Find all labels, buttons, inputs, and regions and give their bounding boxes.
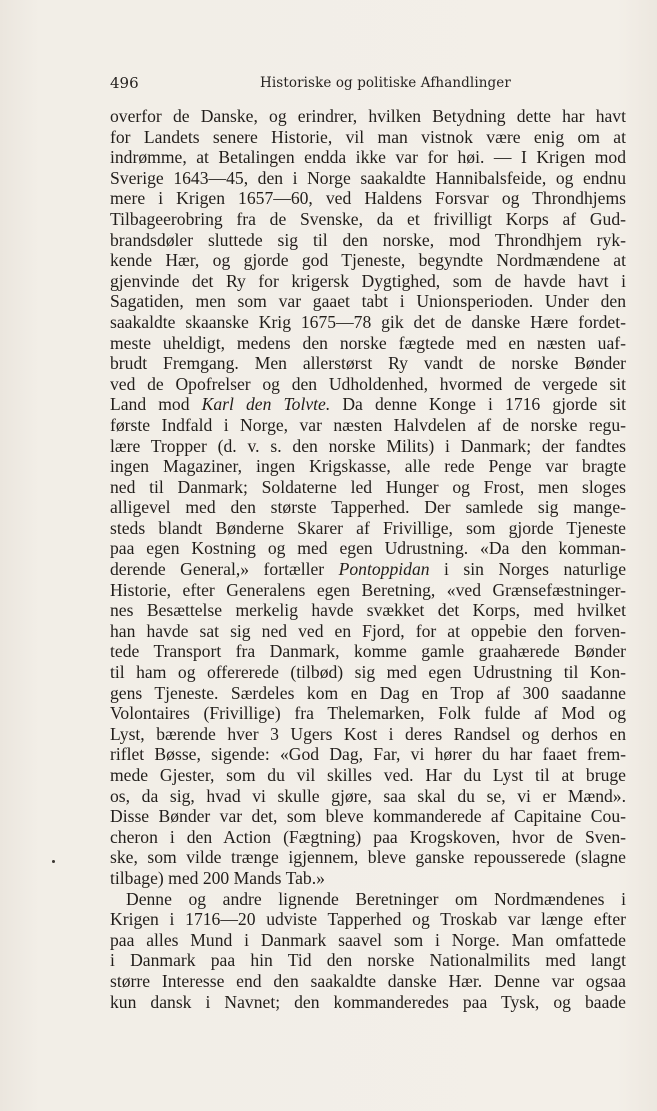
text-line: for Landets senere Historie, vil man vistnok være enig om at — [110, 126, 626, 147]
text-line: riflet Bøsse, sigende: «God Dag, Far, vi hører du har faaet frem- — [110, 744, 626, 765]
text-line: Sverige 1643—45, den i Norge saakaldte Hannibalsfeide, og endnu — [110, 167, 626, 188]
text-line: brandsdøler sluttede sig til den norske, mod Throndhjem ryk- — [110, 229, 626, 250]
text-line: til ham og offererede (tilbød) sig med egen Udrustning til Kon- — [110, 662, 626, 683]
text-line: Historie, efter Generalens egen Beretning, «ved Grænsefæstninger- — [110, 579, 626, 600]
text-line: Volontaires (Frivillige) fra Thelemarken, Folk fulde af Mod og — [110, 703, 626, 724]
text-line: ske, som vilde trænge igjennem, bleve ganske repousserede (slagne — [110, 847, 626, 868]
text-line: Lyst, bærende hver 3 Ugers Kost i deres Randsel og derhos en — [110, 723, 626, 744]
text-line: tede Transport fra Danmark, komme gamle graahærede Bønder — [110, 641, 626, 662]
text-line: alligevel med den største Tapperhed. Der samlede sig mange- — [110, 497, 626, 518]
text-line: Tilbageerobring fra de Svenske, da et frivilligt Korps af Gud- — [110, 208, 626, 229]
text-line — [110, 559, 626, 580]
text-segment: Land mod — [110, 394, 202, 415]
text-line: paa alles Mund i Danmark saavel som i Norge. Man omfattede — [110, 929, 626, 950]
text-line: gens Tjeneste. Særdeles kom en Dag en Trop af 300 saadanne — [110, 682, 626, 703]
text-line: gjenvinde det Ry for krigersk Dygtighed, som de havde havt i — [110, 270, 626, 291]
text-line: Denne og andre lignende Beretninger om Nordmændenes i — [126, 888, 626, 909]
text-segment: Da denne Konge i 1716 gjorde sit — [330, 394, 626, 415]
italic-name: Pontoppidan — [338, 559, 430, 580]
text-line: kende Hær, og gjorde god Tjeneste, begyndte Nordmændene at — [110, 250, 626, 271]
text-line: ingen Magaziner, ingen Krigskasse, alle rede Penge var bragte — [110, 456, 626, 477]
text-line: større Interesse end den saakaldte danske Hær. Denne var ogsaa — [110, 970, 626, 991]
text-line: tilbage) med 200 Mands Tab.» — [110, 867, 325, 888]
text-segment: i sin Norges naturlige — [429, 559, 626, 580]
text-line: ved de Opofrelser og den Udholdenhed, hvormed de vergede sit — [110, 373, 626, 394]
text-segment: derende General,» fortæller — [110, 559, 339, 580]
text-line: steds blandt Bønderne Skarer af Frivillige, som gjorde Tjeneste — [110, 517, 626, 538]
text-line: Sagatiden, men som var gaaet tabt i Unionsperioden. Under den — [110, 291, 626, 312]
text-line: overfor de Danske, og erindrer, hvilken Betydning dette har havt — [110, 106, 626, 126]
text-line — [110, 394, 626, 415]
text-line: ned til Danmark; Soldaterne led Hunger og Frost, men sloges — [110, 476, 626, 497]
text-line: nes Besættelse merkelig havde svækket det Korps, med hvilket — [110, 600, 626, 621]
body-text — [110, 106, 626, 1012]
text-line: mede Gjester, som du vil skilles ved. Har du Lyst til at bruge — [110, 765, 626, 785]
text-line: os, da sig, hvad vi skulle gjøre, saa skal du se, vi er Mænd». — [110, 785, 626, 806]
text-line: lære Tropper (d. v. s. den norske Milits) i Danmark; der fandtes — [110, 435, 626, 456]
text-line: kun dansk i Navnet; den kommanderedes paa Tysk, og baade — [110, 991, 626, 1012]
italic-name: Karl den Tolvte. — [201, 394, 331, 415]
text-line: cheron i den Action (Fægtning) paa Krogskoven, hvor de Sven- — [110, 826, 626, 847]
margin-dot-mark — [52, 860, 55, 863]
text-line: mere i Krigen 1657—60, ved Haldens Forsvar og Throndhjems — [110, 188, 626, 209]
page-number: 496 — [110, 74, 139, 92]
text-line: Disse Bønder var det, som bleve kommanderede af Capitaine Cou- — [110, 806, 626, 827]
text-line: paa egen Kostning og med egen Udrustning. «Da den komman- — [110, 538, 626, 559]
running-title: Historiske og politiske Afhandlinger — [260, 75, 511, 91]
page-header — [110, 70, 626, 96]
text-line: Krigen i 1716—20 udviste Tapperhed og Troskab var længe efter — [110, 909, 626, 930]
text-line: i Danmark paa hin Tid den norske Nationalmilits med langt — [110, 950, 626, 971]
text-line: brudt Fremgang. Men allerstørst Ry vandt de norske Bønder — [110, 353, 626, 374]
text-line: første Indfald i Norge, var næsten Halvdelen af de norske regu- — [110, 414, 626, 435]
text-line: indrømme, at Betalingen endda ikke var for høi. — I Krigen mod — [110, 147, 626, 168]
text-line: han havde sat sig ned ved en Fjord, for at oppebie den forven- — [110, 620, 626, 641]
text-line: saakaldte skaanske Krig 1675—78 gik det de danske Hære fordet- — [110, 311, 626, 332]
text-line: meste uheldigt, medens den norske fægtede med en næsten uaf- — [110, 332, 626, 353]
